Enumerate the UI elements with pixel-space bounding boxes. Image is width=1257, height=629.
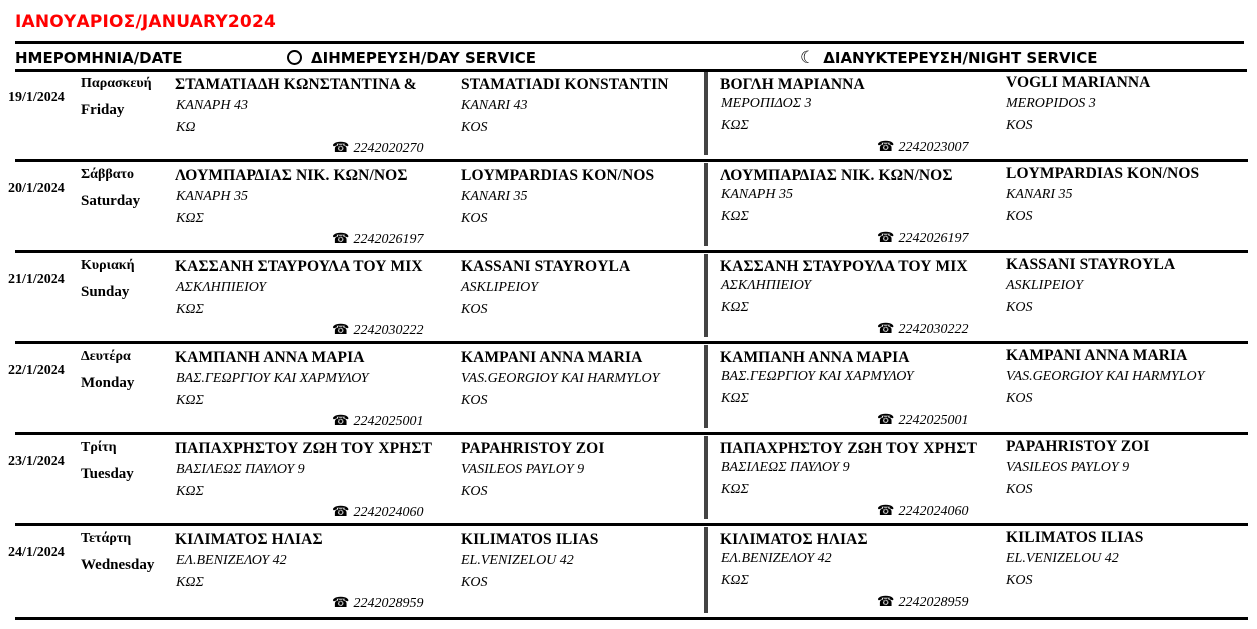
day-pharmacy-address-english: EL.VENIZELOU 42 xyxy=(461,553,574,568)
night-pharmacy-phone-number: 2242026197 xyxy=(898,231,969,246)
night-pharmacy-name-english: KASSANI STAYROYLA xyxy=(1006,256,1176,273)
service-divider xyxy=(704,527,708,613)
night-pharmacy-city-greek: ΚΩΣ xyxy=(721,300,749,315)
night-pharmacy-name-english: KAMPANI ANNA MARIA xyxy=(1006,347,1188,364)
page-title: ΙΑΝΟΥΑΡΙΟΣ/JANUARY2024 xyxy=(15,12,277,32)
day-pharmacy-address-english: VAS.GEORGIOY KAI HARMYLOY xyxy=(461,371,660,386)
table-row xyxy=(0,345,1257,436)
row-date: 24/1/2024 xyxy=(8,545,65,560)
day-pharmacy-city-english: KOS xyxy=(461,211,488,226)
day-pharmacy-phone-number: 2242025001 xyxy=(353,414,424,429)
day-pharmacy-address-greek: ΚΑΝΑΡΗ 43 xyxy=(176,98,248,113)
table-row xyxy=(0,436,1257,527)
night-pharmacy-phone xyxy=(877,503,968,520)
night-pharmacy-city-greek: ΚΩΣ xyxy=(721,209,749,224)
day-pharmacy-phone xyxy=(332,504,423,521)
table-row xyxy=(0,527,1257,618)
night-pharmacy-address-greek: ΑΣΚΛΗΠΙΕΙΟΥ xyxy=(721,278,812,293)
day-pharmacy-city-english: KOS xyxy=(461,484,488,499)
moon-icon: ☾ xyxy=(800,48,816,68)
night-pharmacy-city-greek: ΚΩΣ xyxy=(721,482,749,497)
night-pharmacy-city-english: KOS xyxy=(1006,300,1033,315)
night-pharmacy-name-greek: ΚΑΣΣΑΝΗ ΣΤΑΥΡΟΥΛΑ ΤΟΥ ΜΙΧ xyxy=(720,258,968,275)
day-service-label: ΔΙΗΜΕΡΕΥΣΗ/DAY SERVICE xyxy=(311,49,537,67)
night-pharmacy-phone-number: 2242025001 xyxy=(898,413,969,428)
day-pharmacy-phone-number: 2242026197 xyxy=(353,232,424,247)
day-pharmacy-name-greek: ΚΑΣΣΑΝΗ ΣΤΑΥΡΟΥΛΑ ΤΟΥ ΜΙΧ xyxy=(175,258,423,275)
row-weekday-english: Saturday xyxy=(81,193,141,209)
row-weekday-english: Sunday xyxy=(81,284,130,300)
night-pharmacy-city-greek: ΚΩΣ xyxy=(721,118,749,133)
service-divider xyxy=(704,254,708,337)
row-weekday-greek: Τρίτη xyxy=(81,440,117,455)
night-pharmacy-name-greek: ΚΙΛΙΜΑΤΟΣ ΗΛΙΑΣ xyxy=(720,531,868,548)
day-pharmacy-name-greek: ΚΙΛΙΜΑΤΟΣ ΗΛΙΑΣ xyxy=(175,531,323,548)
night-pharmacy-name-greek: ΛΟΥΜΠΑΡΔΙΑΣ ΝΙΚ. ΚΩΝ/ΝΟΣ xyxy=(720,167,953,184)
day-pharmacy-phone xyxy=(332,322,423,339)
night-pharmacy-phone xyxy=(877,230,968,247)
row-weekday-english: Monday xyxy=(81,375,135,391)
day-pharmacy-city-english: KOS xyxy=(461,302,488,317)
night-pharmacy-address-greek: ΚΑΝΑΡΗ 35 xyxy=(721,187,793,202)
day-pharmacy-name-greek: ΠΑΠΑΧΡΗΣΤΟΥ ΖΩΗ ΤΟΥ ΧΡΗΣΤ xyxy=(175,440,433,457)
row-separator xyxy=(15,250,1248,253)
night-pharmacy-city-greek: ΚΩΣ xyxy=(721,391,749,406)
day-pharmacy-phone xyxy=(332,140,423,157)
day-pharmacy-address-english: VASILEOS PAYLOY 9 xyxy=(461,462,585,477)
day-pharmacy-address-english: KANARI 43 xyxy=(461,98,528,113)
day-pharmacy-address-greek: ΕΛ.ΒΕΝΙΖΕΛΟΥ 42 xyxy=(176,553,287,568)
day-pharmacy-phone-number: 2242020270 xyxy=(353,141,424,156)
service-divider xyxy=(704,72,708,155)
night-pharmacy-phone-number: 2242023007 xyxy=(898,140,969,155)
night-pharmacy-phone-number: 2242024060 xyxy=(898,504,969,519)
night-pharmacy-city-english: KOS xyxy=(1006,118,1033,133)
day-pharmacy-name-greek: ΣΤΑΜΑΤΙΑΔΗ ΚΩΝΣΤΑΝΤΙΝΑ & xyxy=(175,76,417,93)
day-pharmacy-name-greek: ΚΑΜΠΑΝΗ ΑΝΝΑ ΜΑΡΙΑ xyxy=(175,349,365,366)
sun-icon xyxy=(287,50,302,65)
row-weekday-greek: Παρασκευή xyxy=(81,76,152,91)
night-pharmacy-city-english: KOS xyxy=(1006,482,1033,497)
night-pharmacy-phone-number: 2242028959 xyxy=(898,595,969,610)
row-date: 19/1/2024 xyxy=(8,90,65,105)
phone-icon: ☎ xyxy=(332,596,350,611)
row-weekday-english: Friday xyxy=(81,102,125,118)
night-pharmacy-address-greek: ΒΑΣ.ΓΕΩΡΓΙΟΥ ΚΑΙ ΧΑΡΜΥΛΟΥ xyxy=(721,369,914,384)
service-divider xyxy=(704,436,708,519)
table-header xyxy=(15,47,1247,69)
row-date: 21/1/2024 xyxy=(8,272,65,287)
night-pharmacy-address-english: VASILEOS PAYLOY 9 xyxy=(1006,460,1130,475)
day-pharmacy-city-english: KOS xyxy=(461,575,488,590)
day-pharmacy-address-greek: ΑΣΚΛΗΠΙΕΙΟΥ xyxy=(176,280,267,295)
night-pharmacy-address-english: MEROPIDOS 3 xyxy=(1006,96,1096,111)
day-pharmacy-city-greek: ΚΩΣ xyxy=(176,302,204,317)
row-weekday-english: Wednesday xyxy=(81,557,155,573)
night-pharmacy-phone xyxy=(877,321,968,338)
night-pharmacy-name-greek: ΠΑΠΑΧΡΗΣΤΟΥ ΖΩΗ ΤΟΥ ΧΡΗΣΤ xyxy=(720,440,978,457)
day-pharmacy-name-greek: ΛΟΥΜΠΑΡΔΙΑΣ ΝΙΚ. ΚΩΝ/ΝΟΣ xyxy=(175,167,408,184)
row-separator xyxy=(15,432,1248,435)
night-pharmacy-name-greek: ΒΟΓΛΗ ΜΑΡΙΑΝΝΑ xyxy=(720,76,865,93)
row-weekday-greek: Τετάρτη xyxy=(81,531,132,546)
table-row xyxy=(0,72,1257,163)
day-pharmacy-address-english: ASKLIPEIOY xyxy=(461,280,538,295)
day-pharmacy-name-english: KASSANI STAYROYLA xyxy=(461,258,631,275)
night-pharmacy-address-english: ASKLIPEIOY xyxy=(1006,278,1083,293)
day-pharmacy-address-greek: ΚΑΝΑΡΗ 35 xyxy=(176,189,248,204)
phone-icon: ☎ xyxy=(332,414,350,429)
service-divider xyxy=(704,345,708,428)
day-pharmacy-city-greek: ΚΩΣ xyxy=(176,484,204,499)
night-pharmacy-phone xyxy=(877,412,968,429)
day-pharmacy-phone xyxy=(332,595,423,612)
night-service-label: ΔΙΑΝΥΚΤΕΡΕΥΣΗ/NIGHT SERVICE xyxy=(823,49,1098,67)
day-pharmacy-phone xyxy=(332,231,423,248)
night-pharmacy-name-english: PAPAHRISTOY ZOI xyxy=(1006,438,1150,455)
night-pharmacy-phone xyxy=(877,594,968,611)
phone-icon: ☎ xyxy=(877,504,895,519)
night-pharmacy-city-english: KOS xyxy=(1006,391,1033,406)
day-pharmacy-address-greek: ΒΑΣΙΛΕΩΣ ΠΑΥΛΟΥ 9 xyxy=(176,462,305,477)
day-pharmacy-address-greek: ΒΑΣ.ΓΕΩΡΓΙΟΥ ΚΑΙ ΧΑΡΜΥΛΟΥ xyxy=(176,371,369,386)
row-weekday-greek: Σάββατο xyxy=(81,167,134,182)
day-pharmacy-city-greek: ΚΩ xyxy=(176,120,196,135)
date-column-header: ΗΜΕΡΟΜΗΝΙΑ/DATE xyxy=(15,49,183,67)
day-pharmacy-city-greek: ΚΩΣ xyxy=(176,211,204,226)
row-date: 20/1/2024 xyxy=(8,181,65,196)
night-pharmacy-address-greek: ΒΑΣΙΛΕΩΣ ΠΑΥΛΟΥ 9 xyxy=(721,460,850,475)
day-service-column-header xyxy=(287,49,536,67)
night-pharmacy-phone-number: 2242030222 xyxy=(898,322,969,337)
day-pharmacy-phone-number: 2242030222 xyxy=(353,323,424,338)
table-row xyxy=(0,163,1257,254)
night-pharmacy-city-english: KOS xyxy=(1006,573,1033,588)
phone-icon: ☎ xyxy=(877,140,895,155)
phone-icon: ☎ xyxy=(332,232,350,247)
phone-icon: ☎ xyxy=(332,505,350,520)
phone-icon: ☎ xyxy=(877,231,895,246)
row-weekday-english: Tuesday xyxy=(81,466,134,482)
row-separator xyxy=(15,617,1248,620)
day-pharmacy-name-english: PAPAHRISTOY ZOI xyxy=(461,440,605,457)
day-pharmacy-phone-number: 2242024060 xyxy=(353,505,424,520)
day-pharmacy-name-english: KAMPANI ANNA MARIA xyxy=(461,349,643,366)
day-pharmacy-address-english: KANARI 35 xyxy=(461,189,528,204)
row-weekday-greek: Κυριακή xyxy=(81,258,135,273)
row-weekday-greek: Δευτέρα xyxy=(81,349,131,364)
phone-icon: ☎ xyxy=(332,141,350,156)
night-pharmacy-address-english: EL.VENIZELOU 42 xyxy=(1006,551,1119,566)
day-pharmacy-city-greek: ΚΩΣ xyxy=(176,575,204,590)
row-date: 22/1/2024 xyxy=(8,363,65,378)
row-separator xyxy=(15,341,1248,344)
day-pharmacy-city-english: KOS xyxy=(461,120,488,135)
night-pharmacy-name-greek: ΚΑΜΠΑΝΗ ΑΝΝΑ ΜΑΡΙΑ xyxy=(720,349,910,366)
phone-icon: ☎ xyxy=(877,322,895,337)
day-pharmacy-city-english: KOS xyxy=(461,393,488,408)
night-pharmacy-city-greek: ΚΩΣ xyxy=(721,573,749,588)
night-pharmacy-name-english: LOYMPARDIAS KON/NOS xyxy=(1006,165,1200,182)
night-pharmacy-address-english: KANARI 35 xyxy=(1006,187,1073,202)
day-pharmacy-name-english: KILIMATOS ILIAS xyxy=(461,531,599,548)
night-service-column-header xyxy=(800,49,1097,67)
night-pharmacy-name-english: VOGLI MARIANNA xyxy=(1006,74,1151,91)
night-pharmacy-phone xyxy=(877,139,968,156)
day-pharmacy-name-english: STAMATIADI KONSTANTIN xyxy=(461,76,669,93)
row-separator xyxy=(15,523,1248,526)
row-separator xyxy=(15,159,1248,162)
night-pharmacy-address-greek: ΕΛ.ΒΕΝΙΖΕΛΟΥ 42 xyxy=(721,551,832,566)
day-pharmacy-name-english: LOYMPARDIAS KON/NOS xyxy=(461,167,655,184)
day-pharmacy-city-greek: ΚΩΣ xyxy=(176,393,204,408)
phone-icon: ☎ xyxy=(877,413,895,428)
day-pharmacy-phone xyxy=(332,413,423,430)
night-pharmacy-address-greek: ΜΕΡΟΠΙΔΟΣ 3 xyxy=(721,96,812,111)
day-pharmacy-phone-number: 2242028959 xyxy=(353,596,424,611)
phone-icon: ☎ xyxy=(332,323,350,338)
row-date: 23/1/2024 xyxy=(8,454,65,469)
night-pharmacy-city-english: KOS xyxy=(1006,209,1033,224)
service-divider xyxy=(704,163,708,246)
phone-icon: ☎ xyxy=(877,595,895,610)
header-top-rule xyxy=(15,41,1244,44)
table-row xyxy=(0,254,1257,345)
night-pharmacy-address-english: VAS.GEORGIOY KAI HARMYLOY xyxy=(1006,369,1205,384)
night-pharmacy-name-english: KILIMATOS ILIAS xyxy=(1006,529,1144,546)
